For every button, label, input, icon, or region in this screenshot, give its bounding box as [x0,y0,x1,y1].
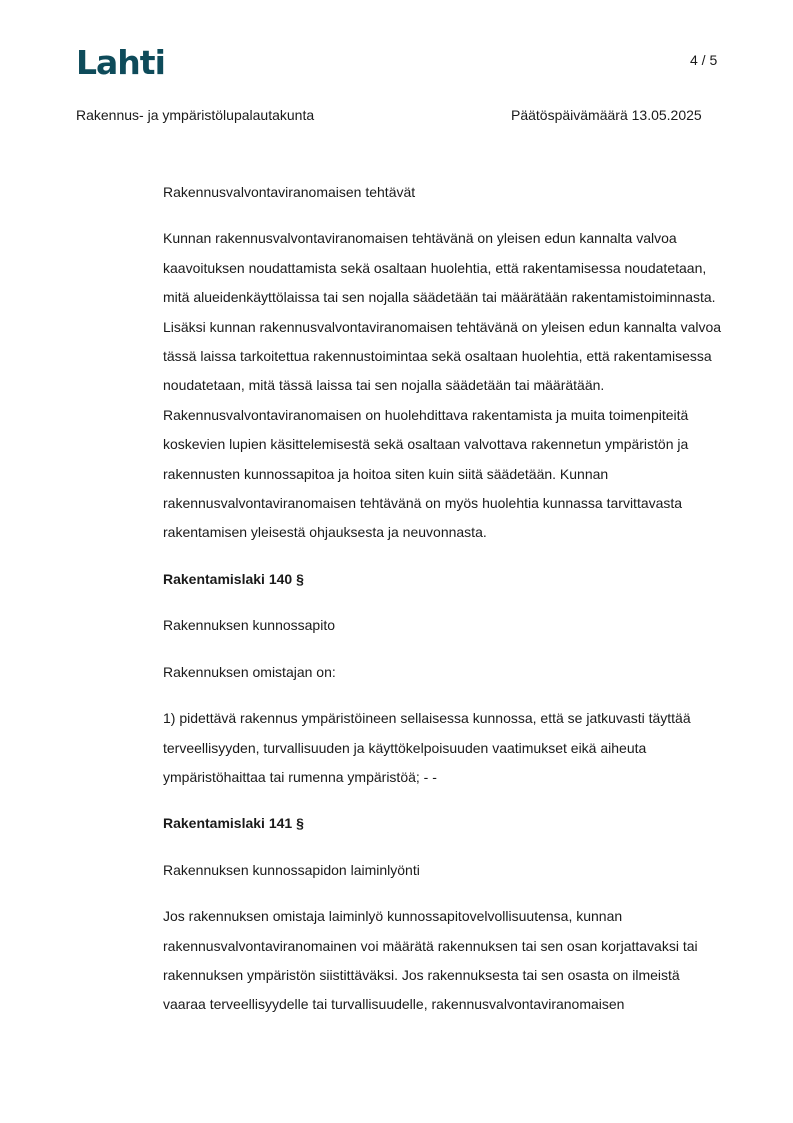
law-140-intro: Rakennuksen omistajan on: [163,663,336,680]
header-organization: Rakennus- ja ympäristölupalautakunta [76,107,315,123]
law-141-title: Rakentamislaki 141 § [163,815,304,832]
lahti-logo: Lahti [76,43,165,82]
law-141-paragraph: Jos rakennuksen omistaja laiminlyö kunnossapitovelvollisuutensa, kunnan rakennusvalvontaviranomainen voi määrätä rakennuksen tai sen osan korjattavaksi tai rakennuksen ympäristön siistittäväksi. Jos rakennuksesta tai sen osasta on ilmeistä vaaraa terveellisyydelle tai turvallisuudelle, rakennusvalvontaviranomaisen [163,908,698,1013]
law-140-subtitle: Rakennuksen kunnossapito [163,617,336,634]
law-140-title: Rakentamislaki 140 § [163,570,304,587]
document-body [163,178,723,1037]
law-141-subtitle: Rakennuksen kunnossapidon laiminlyönti [163,861,420,878]
law-140-item-1: 1) pidettävä rakennus ympäristöineen sellaisessa kunnossa, että se jatkuvasti täyttää terveellisyyden, turvallisuuden ja käyttökelpoisuuden vaatimukset eikä aiheuta ympäristöhaittaa tai rumenna ympäristöä; - - [163,710,691,785]
section-heading: Rakennusvalvontaviranomaisen tehtävät [163,184,416,200]
section-paragraph: Kunnan rakennusvalvontaviranomaisen tehtävänä on yleisen edun kannalta valvoa kaavoituksen noudattamista sekä osaltaan huolehtia, että rakentamisessa noudatetaan, mitä alueidenkäyttölaissa tai sen nojalla säädetään tai määrätään rakentamistoiminnasta. Lisäksi kunnan rakennusvalvontaviranomaisen tehtävänä on yleisen edun kannalta valvoa tässä laissa tarkoitettua rakennustoimintaa sekä osaltaan huolehtia, että rakentamisessa noudatetaan, mitä tässä laissa tai sen nojalla säädetään tai määrätään. Rakennusvalvontaviranomaisen on huolehdittava rakentamista ja muita toimenpiteitä koskevien lupien käsittelemisestä sekä osaltaan valvottava rakennetun ympäristön ja rakennusten kunnossapitoa ja hoitoa siten kuin siitä säädetään. Kunnan rakennusvalvontaviranomaisen tehtävänä on myös huolehtia kunnassa tarvittavasta rakentamisen yleisestä ohjauksesta ja neuvonnasta. [163,230,722,541]
page-number: 4 / 5 [690,52,718,68]
header-decision-date: Päätöspäivämäärä 13.05.2025 [511,107,702,123]
